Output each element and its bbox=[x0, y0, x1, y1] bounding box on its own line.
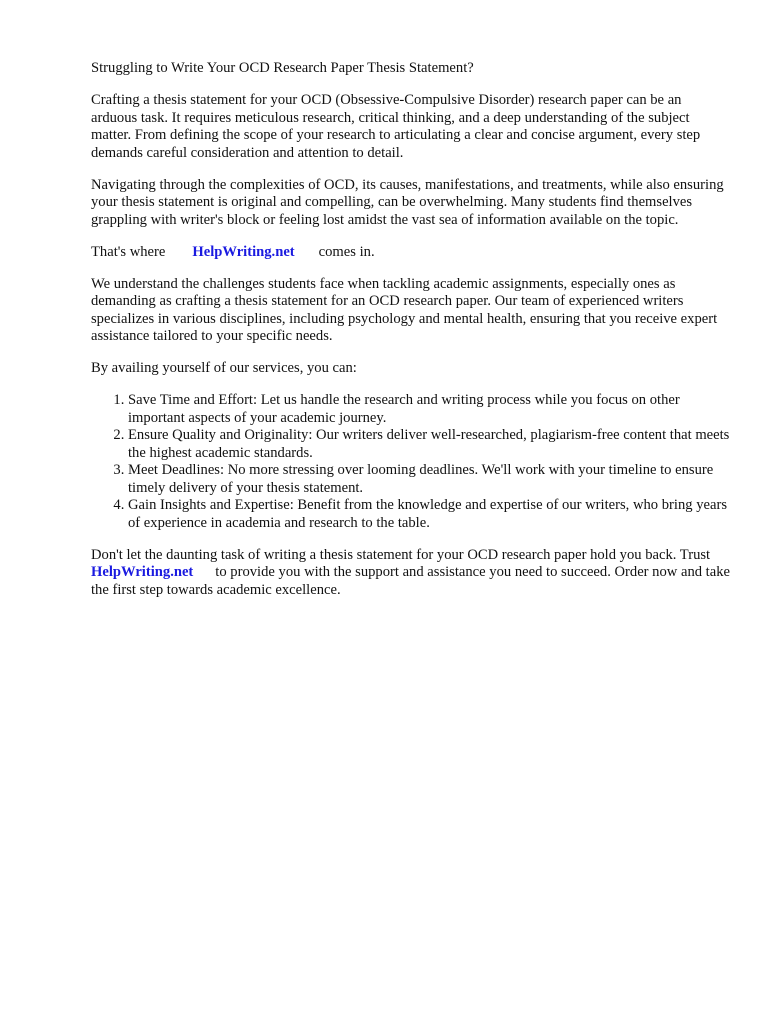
paragraph-intro: Crafting a thesis statement for your OCD (Obsessive-Compulsive Disorder) research paper can be an arduous task. It requires meticulous research, critical thinking, and a deep understanding of the subject matter. From defining the scope of your research to articulating a clear and concise argument, every step demands careful consideration and attention to detail. bbox=[91, 92, 701, 161]
services-list bbox=[91, 392, 731, 532]
helpwriting-link-closing[interactable]: HelpWriting.net bbox=[91, 564, 194, 580]
document-page bbox=[91, 60, 731, 614]
list-item: 1. Save Time and Effort: Let us handle the research and writing process while you focus on other important aspects of your academic journey. bbox=[128, 392, 731, 427]
services-intro: By availing yourself of our services, you can: bbox=[91, 360, 357, 376]
paragraph-challenges: We understand the challenges students face when tackling academic assignments, especially ones as demanding as crafting a thesis statement for an OCD research paper. Our team of experienced writers specializes in various disciplines, including psychology and mental health, ensuring that you receive expert assistance tailored to your specific needs. bbox=[91, 275, 718, 344]
paragraph-complexities: Navigating through the complexities of OCD, its causes, manifestations, and treatments, while also ensuring your thesis statement is original and compelling, can be overwhelming. Many students find themselves grappling with writer's block or feeling lost amidst the vast sea of information available on the topic. bbox=[91, 176, 724, 228]
intro-after-text: comes in. bbox=[318, 243, 375, 260]
intro-before-text: That's where bbox=[91, 243, 166, 260]
list-item: 3. Meet Deadlines: No more stressing over looming deadlines. We'll work with your timeline to ensure timely delivery of your thesis statement. bbox=[128, 462, 731, 497]
list-item: 2. Ensure Quality and Originality: Our writers deliver well-researched, plagiarism-free content that meets the highest academic standards. bbox=[128, 427, 731, 462]
closing-paragraph bbox=[91, 547, 731, 600]
list-item: 4. Gain Insights and Expertise: Benefit from the knowledge and expertise of our writers, who bring years of experience in academia and research to the table. bbox=[128, 497, 731, 532]
closing-before-text: Don't let the daunting task of writing a thesis statement for your OCD research paper hold you back. Trust bbox=[91, 546, 711, 563]
helpwriting-link[interactable]: HelpWriting.net bbox=[192, 243, 295, 260]
intro-line bbox=[91, 244, 731, 262]
closing-after-text: to provide you with the support and assistance you need to succeed. Order now and take the first step towards academic excellence. bbox=[91, 564, 730, 598]
document-title: Struggling to Write Your OCD Research Paper Thesis Statement? bbox=[91, 60, 474, 76]
